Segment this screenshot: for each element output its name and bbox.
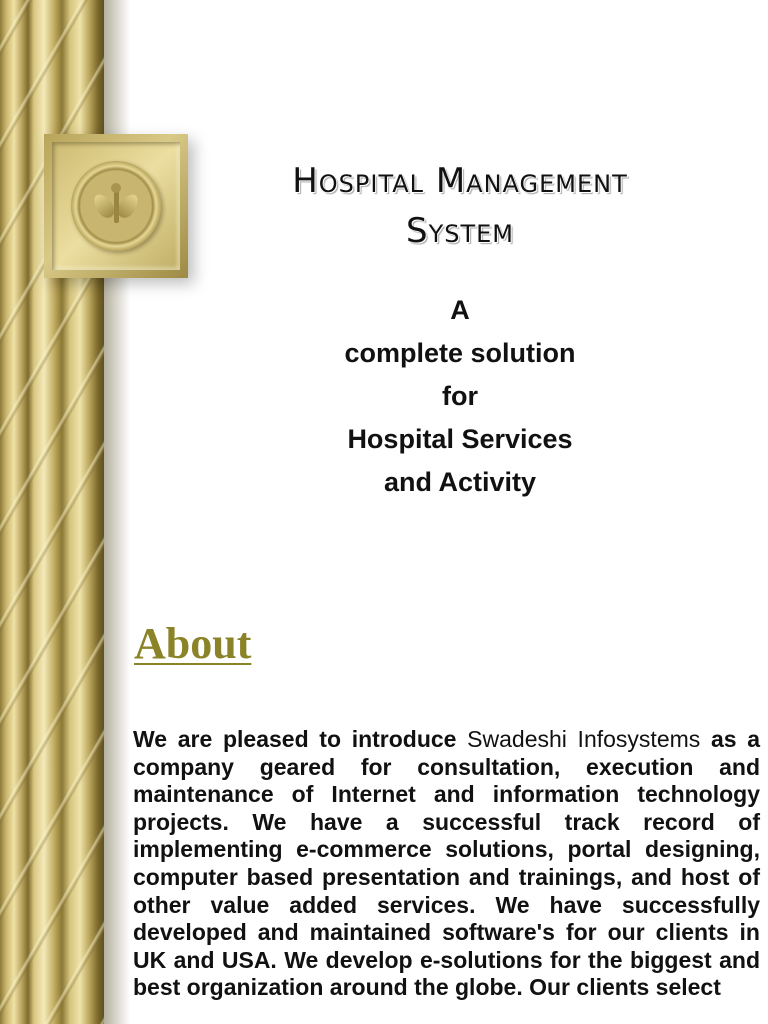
about-body: as a company geared for consultation, execution and maintenance of Internet and information technology projects. We have a successful track record of implementing e-commerce solutions, portal designing, computer based presentation and trainings, and host of other value added services. We have successfully developed and maintained software's for our clients in UK and USA. We develop e-solutions for the biggest and best organization around the globe. Our clients select	[133, 726, 760, 1001]
subtitle-line-1: A	[450, 295, 470, 325]
title-line-1: Hospital Management	[292, 161, 628, 201]
subtitle-line-5: and Activity	[383, 467, 537, 497]
about-intro: We are pleased to introduce	[133, 726, 468, 752]
about-paragraph	[133, 726, 760, 1002]
emblem-inner-square	[52, 142, 180, 270]
subtitle-line-3: for	[442, 381, 478, 411]
about-heading: About	[134, 619, 252, 668]
lotus-icon	[96, 183, 136, 229]
subtitle-line-4: Hospital Services	[347, 424, 573, 454]
company-name: Swadeshi Infosystems	[467, 726, 701, 752]
gold-lotus-emblem-icon	[44, 134, 188, 278]
subtitle-line-2: complete solution	[344, 338, 576, 368]
title-line-2: System	[405, 211, 514, 251]
emblem-ring	[71, 161, 161, 251]
